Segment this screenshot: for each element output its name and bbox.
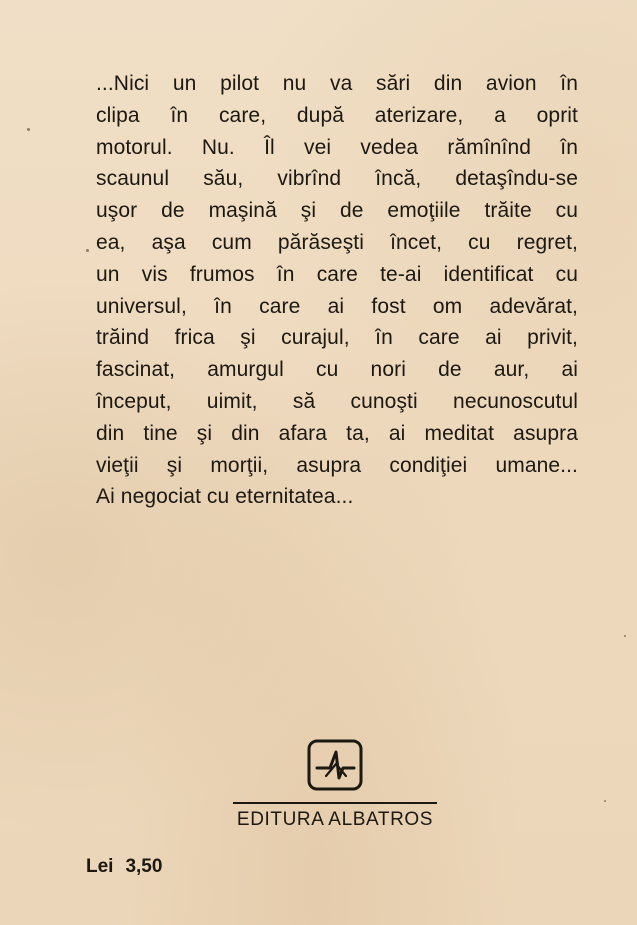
paper-speck — [86, 249, 89, 252]
blurb-line: scaunul său, vibrînd încă, detaşîndu-se — [96, 167, 578, 191]
albatros-bird-logo-icon — [306, 738, 364, 792]
blurb-line: din tine şi din afara ta, ai meditat asupra — [96, 421, 578, 445]
paper-speck — [624, 635, 626, 637]
paper-speck — [604, 800, 606, 802]
blurb-line: început, uimit, să cunoşti necunoscutul — [96, 389, 578, 413]
blurb-line: ea, aşa cum părăseşti încet, cu regret, — [96, 230, 578, 254]
blurb-line: universul, în care ai fost om adevărat, — [96, 294, 578, 318]
publisher-block — [233, 738, 437, 831]
blurb-line: clipa în care, după aterizare, a oprit — [96, 103, 578, 127]
price-amount: 3,50 — [125, 856, 163, 877]
paper-speck — [27, 128, 30, 131]
price-label — [86, 856, 162, 878]
blurb-line: un vis frumos în care te-ai identificat cu — [96, 262, 578, 286]
back-cover-blurb — [96, 68, 578, 513]
blurb-line: uşor de maşină şi de emoţiile trăite cu — [96, 199, 578, 223]
blurb-line: Ai negociat cu eternitatea... — [96, 485, 354, 509]
blurb-line: motorul. Nu. Îl vei vedea rămînînd în — [96, 135, 578, 159]
blurb-line: trăind frica şi curajul, în care ai privit, — [96, 326, 578, 350]
price-currency: Lei — [86, 856, 114, 877]
blurb-line: fascinat, amurgul cu nori de aur, ai — [96, 358, 578, 382]
publisher-name: EDITURA ALBATROS — [236, 809, 434, 830]
blurb-line: vieţii şi morţii, asupra condiţiei umane... — [96, 453, 578, 477]
blurb-line: ...Nici un pilot nu va sări din avion în — [96, 72, 578, 95]
publisher-divider — [233, 802, 437, 804]
